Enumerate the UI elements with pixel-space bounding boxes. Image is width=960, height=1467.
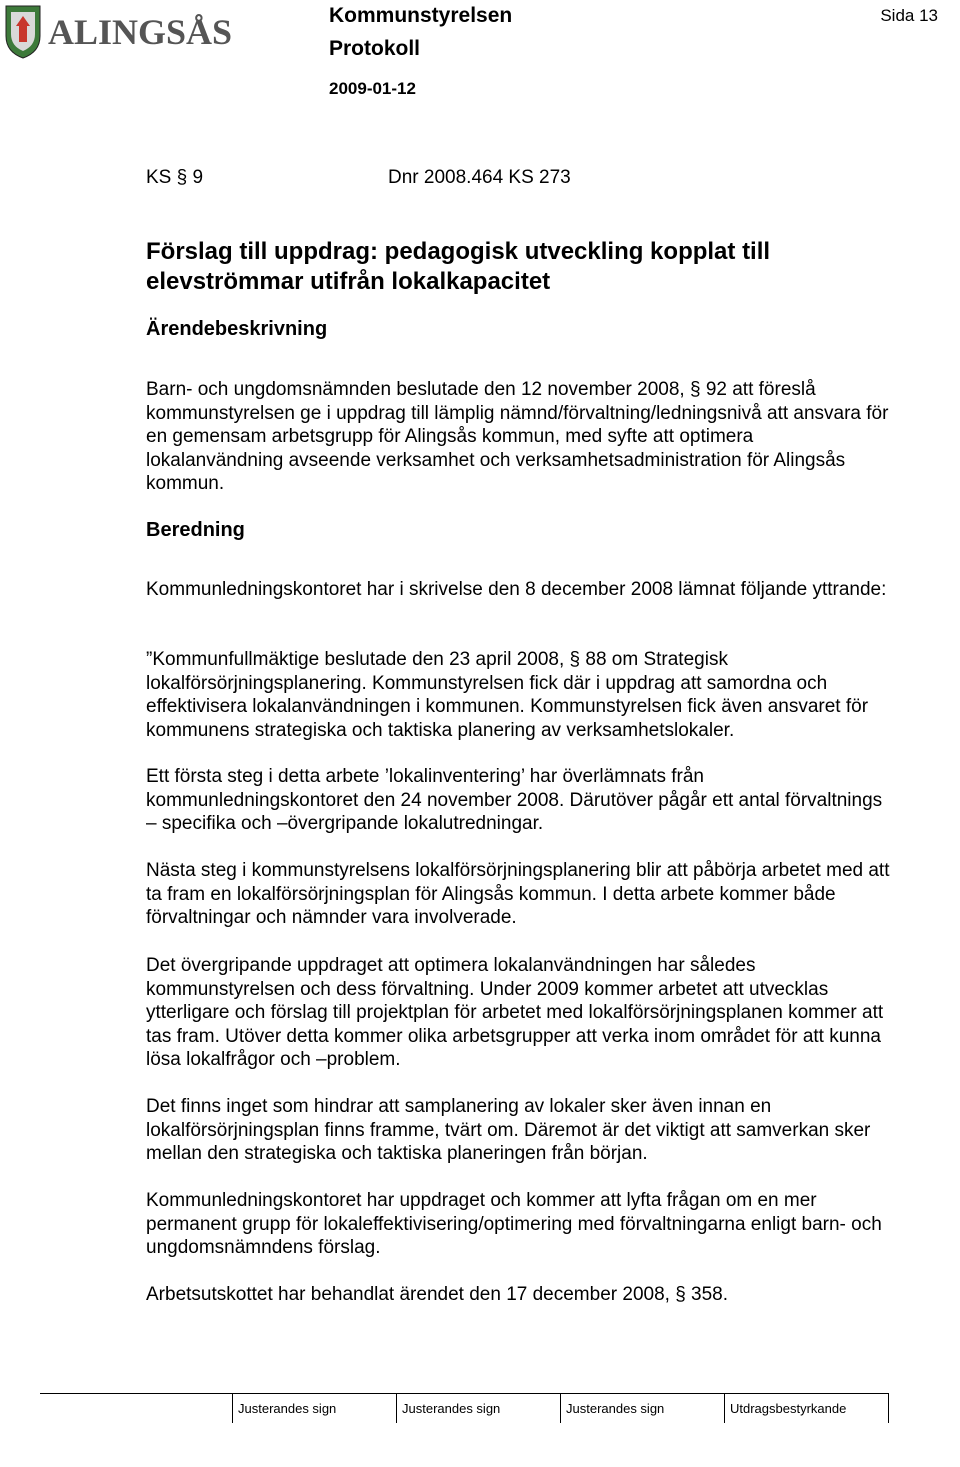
case-reference: [146, 167, 571, 189]
section-heading-preparation: Beredning: [146, 519, 245, 541]
paragraph: Det finns inget som hindrar att samplanering av lokaler sker även innan en lokalförsörjningsplan finns framme, tvärt om. Däremot är det viktigt att samverkan sker mellan den strategiska och taktiska planeringen från början.: [146, 1096, 871, 1164]
signature-box-3: Justerandes sign: [566, 1401, 665, 1416]
document-title: Förslag till uppdrag: pedagogisk utveckling kopplat till elevströmmar utifrån lokalkapacitet: [146, 238, 771, 295]
municipality-logo: [2, 2, 260, 62]
logo-wordmark: ALINGSÅS: [48, 12, 233, 52]
signature-box-2: Justerandes sign: [402, 1401, 501, 1416]
paragraph: ”Kommunfullmäktige beslutade den 23 april 2008, § 88 om Strategisk lokalförsörjningsplanering. Kommunstyrelsen fick där i uppdrag att samordna och effektivisera lokalanvändningen i kommunen. Kommunstyrelsen fick även ansvaret för kommunens strategiska och taktiska planering av verksamhetslokaler.: [146, 649, 869, 741]
signature-divider: [560, 1393, 561, 1423]
footer-rule: [40, 1393, 888, 1394]
diary-number: Dnr 2008.464 KS 273: [388, 167, 571, 188]
section-heading-description: Ärendebeskrivning: [146, 318, 328, 340]
certification-box: Utdragsbestyrkande: [730, 1401, 847, 1416]
paragraph: Kommunledningskontoret har i skrivelse den 8 december 2008 lämnat följande yttrande:: [146, 579, 887, 600]
organization-name: Kommunstyrelsen: [329, 4, 513, 27]
signature-divider: [724, 1393, 725, 1423]
paragraph: Det övergripande uppdraget att optimera lokalanvändningen har således kommunstyrelsen och dess förvaltning. Under 2009 kommer arbetet att utvecklas ytterligare och förslag till projektplan för arbetet med lokalförsörjningsplanen kommer att tas fram. Utöver detta kommer olika arbetsgrupper att verka inom området för att kunna lösa lokalfrågor och –problem.: [146, 955, 884, 1070]
signature-box-1: Justerandes sign: [238, 1401, 337, 1416]
document-type: Protokoll: [329, 37, 421, 60]
paragraph: Nästa steg i kommunstyrelsens lokalförsörjningsplanering blir att påbörja arbetet med att ta fram en lokalförsörjningsplan för Alingsås kommun. I detta arbete kommer både förvaltningar och nämnder vara involverade.: [146, 860, 890, 928]
document-date: 2009-01-12: [329, 79, 416, 98]
description-paragraph: Barn- och ungdomsnämnden beslutade den 12 november 2008, § 92 att föreslå kommunstyrelsen ge i uppdrag till lämplig nämnd/förvaltning/ledningsnivå att ansvara för en gemensam arbetsgrupp för Alingsås kommun, med syfte att optimera lokalanvändning avseende verksamhet och verksamhetsadministration för Alingsås kommun.: [146, 379, 889, 494]
item-number: KS § 9: [146, 167, 204, 188]
signature-divider: [396, 1393, 397, 1423]
paragraph: Ett första steg i detta arbete ’lokalinventering’ har överlämnats från kommunledningskontoret den 24 november 2008. Därutöver pågår ett antal förvaltnings – specifika och –övergripande lokalutredningar.: [146, 766, 883, 834]
signature-divider: [888, 1393, 889, 1423]
paragraph: Kommunledningskontoret har uppdraget och kommer att lyfta frågan om en mer permanent grupp för lokaleffektivisering/optimering med förvaltningarna enligt barn- och ungdomsnämndens förslag.: [146, 1190, 882, 1258]
signature-divider: [232, 1393, 233, 1423]
paragraph: Arbetsutskottet har behandlat ärendet den 17 december 2008, § 358.: [146, 1284, 729, 1305]
page-number: Sida 13: [880, 6, 938, 25]
